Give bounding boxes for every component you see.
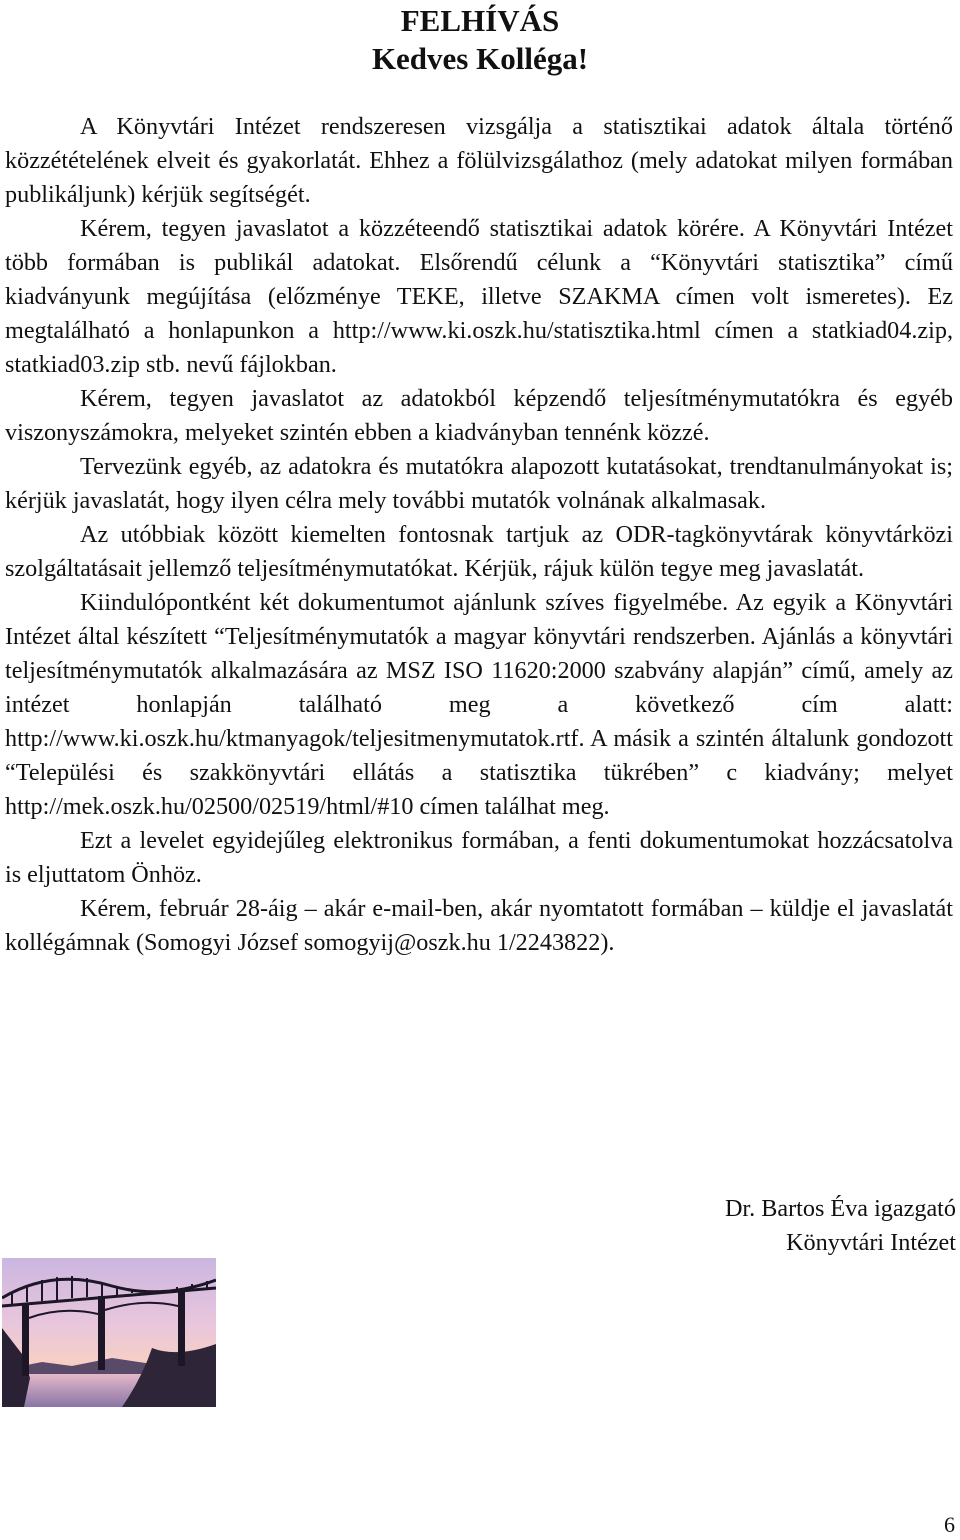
- page-number: 6: [944, 1512, 955, 1537]
- paragraph-data-scope: Kérem, tegyen javaslatot a közzéteendő statisztikai adatok körére. A Könyvtári Intézet több formában is publikál adatokat. Elsőrendű célunk a “Könyvtári statisztika” című kiadványunk megújítása (előzménye TEKE, illetve SZAKMA címen volt ismeretes). Ez megtalálható a honlapunkon a http://www.ki.oszk.hu/statisztika.html címen a statkiad04.zip, statkiad03.zip stb. nevű fájlokban.: [5, 215, 953, 378]
- paragraph-research: Tervezünk egyéb, az adatokra és mutatókra alapozott kutatásokat, trendtanulmányokat is; kérjük javaslatát, hogy ilyen célra mely további mutatók volnának alkalmasak.: [5, 453, 953, 514]
- letter-header: [0, 2, 960, 78]
- paragraph-electronic: Ezt a levelet egyidejűleg elektronikus formában, a fenti dokumentumokat hozzácsatolva is eljuttatom Önhöz.: [5, 827, 953, 888]
- signature-organization: Könyvtári Intézet: [786, 1229, 956, 1256]
- signature-block: [725, 1192, 956, 1260]
- paragraph-documents: Kiindulópontként két dokumentumot ajánlunk szíves figyelmébe. Az egyik a Könyvtári Intézet által készített “Teljesítménymutatók a magyar könyvtári rendszerben. Ajánlás a könyvtári teljesítménymutatók alkalmazására az MSZ ISO 11620:2000 szabvány alapján” című, amely az intézet honlapján található meg a következő cím alatt: http://www.ki.oszk.hu/ktmanyagok/teljesitmenymutatok.rtf. A másik a szintén általunk gondozott “Települési és szakkönyvtári ellátás a statisztika tükrében” c kiadvány; melyet http://mek.oszk.hu/02500/02519/html/#10 címen találhat meg.: [5, 589, 953, 820]
- paragraph-intro: A Könyvtári Intézet rendszeresen vizsgálja a statisztikai adatok általa történő közzétételének elveit és gyakorlatát. Ehhez a fölülvizsgálathoz (mely adatokat milyen formában publikáljunk) kérjük segítségét.: [5, 113, 953, 208]
- paragraph-indicators: Kérem, tegyen javaslatot az adatokból képzendő teljesítménymutatókra és egyéb viszonyszámokra, melyeket szintén ebben a kiadványban tennénk közzé.: [5, 385, 953, 446]
- signature-name: Dr. Bartos Éva igazgató: [724, 1195, 956, 1222]
- letter-salutation: Kedves Kolléga!: [371, 41, 589, 76]
- paragraph-odr: Az utóbbiak között kiemelten fontosnak tartjuk az ODR-tagkönyvtárak könyvtárközi szolgáltatásait jellemző teljesítménymutatókat. Kérjük, rájuk külön tegye meg javaslatát.: [5, 521, 953, 582]
- letter-body: [5, 110, 953, 960]
- letter-title: FELHÍVÁS: [400, 3, 560, 38]
- paragraph-deadline: Kérem, február 28-áig – akár e-mail-ben, akár nyomtatott formában – küldje el javaslatát kollégámnak (Somogyi József somogyij@oszk.hu 1/2243822).: [5, 895, 953, 956]
- bridge-sunset-photo: [2, 1258, 216, 1407]
